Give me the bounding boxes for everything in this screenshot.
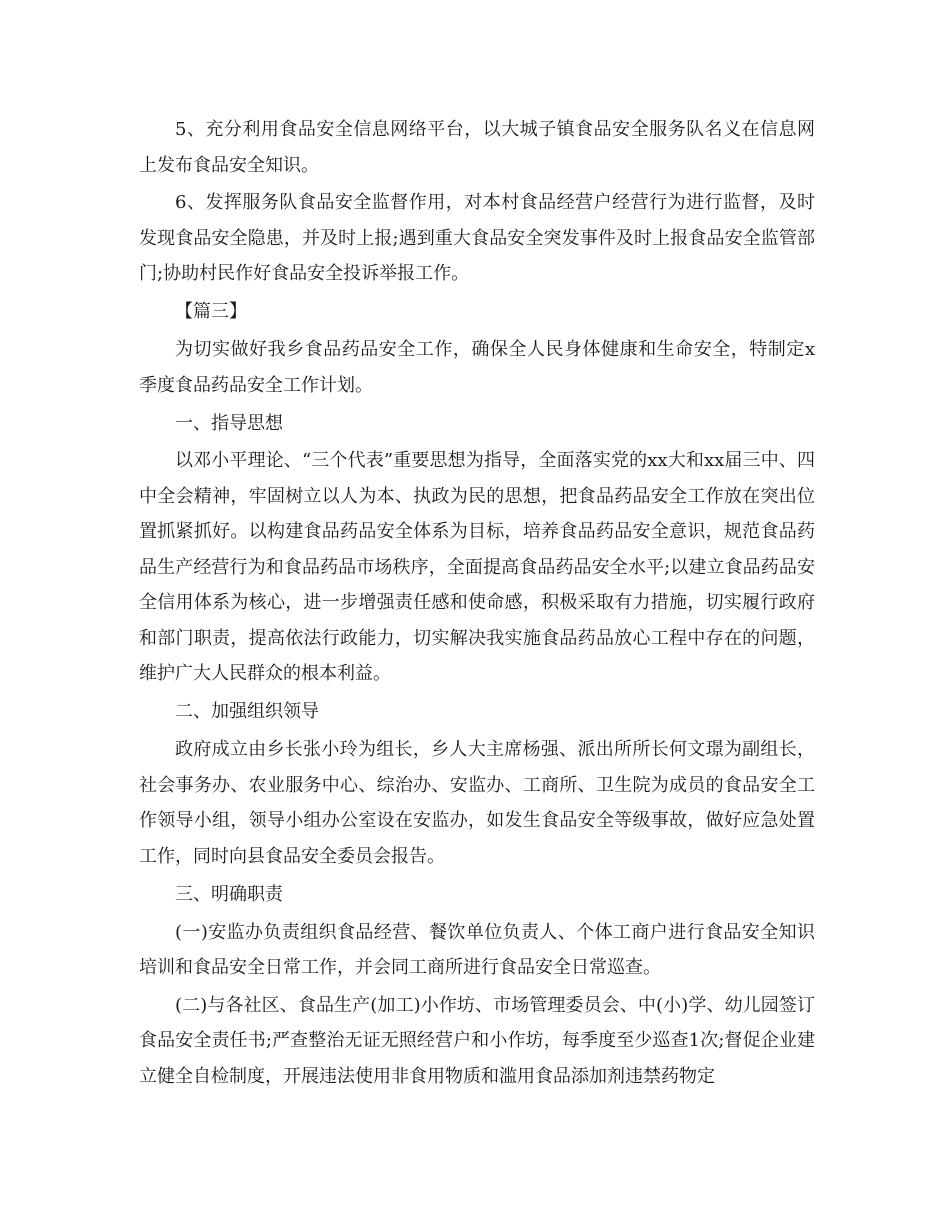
paragraph-item-5: 5、充分利用食品安全信息网络平台，以大城子镇食品安全服务队名义在信息网上发布食品安全知识。: [139, 119, 815, 176]
document-body: [139, 112, 815, 1094]
intro-paragraph: 为切实做好我乡食品药品安全工作，确保全人民身体健康和生命安全，特制定x季度食品药品安全工作计划。: [139, 339, 815, 396]
guiding-ideology-paragraph: 以邓小平理论、“三个代表”重要思想为指导，全面落实党的xx大和xx届三中、四中全会精神，牢固树立以人为本、执政为民的思想，把食品药品安全工作放在突出位置抓紧抓好。以构建食品药品安全体系为目标，培养食品药品安全意识，规范食品药品生产经营行为和食品药品市场秩序，全面提高食品药品安全水平;以建立食品药品安全信用体系为核心，进一步增强责任感和使命感，积极采取有力措施，切实履行政府和部门职责，提高依法行政能力，切实解决我实施食品药品放心工程中存在的问题，维护广大人民群众的根本利益。: [139, 450, 815, 685]
heading-organization-leadership: 二、加强组织领导: [175, 701, 319, 723]
duty-item-2: (二)与各社区、食品生产(加工)小作坊、市场管理委员会、中(小)学、幼儿园签订食品安全责任书;严查整治无证无照经营户和小作坊，每季度至少巡查1次;督促企业建立健全自检制度，开展违法使用非食用物质和滥用食品添加剂违禁药物定: [139, 994, 815, 1087]
heading-guiding-ideology: 一、指导思想: [175, 412, 283, 434]
paragraph-item-6: 6、发挥服务队食品安全监督作用，对本村食品经营户经营行为进行监督，及时发现食品安全隐患，并及时上报;遇到重大食品安全突发事件及时上报食品安全监管部门;协助村民作好食品安全投诉举报工作。: [139, 192, 815, 285]
organization-leadership-paragraph: 政府成立由乡长张小玲为组长，乡人大主席杨强、派出所所长何文璟为副组长，社会事务办、农业服务中心、综治办、安监办、工商所、卫生院为成员的食品安全工作领导小组，领导小组办公室设在安监办，如发生食品安全等级事故，做好应急处置工作，同时向县食品安全委员会报告。: [139, 739, 815, 867]
heading-clarify-duties: 三、明确职责: [175, 883, 283, 905]
duty-item-1: (一)安监办负责组织食品经营、餐饮单位负责人、个体工商户进行食品安全知识培训和食品安全日常工作，并会同工商所进行食品安全日常巡查。: [139, 921, 815, 979]
section-heading-part-three: 【篇三】: [175, 301, 247, 323]
